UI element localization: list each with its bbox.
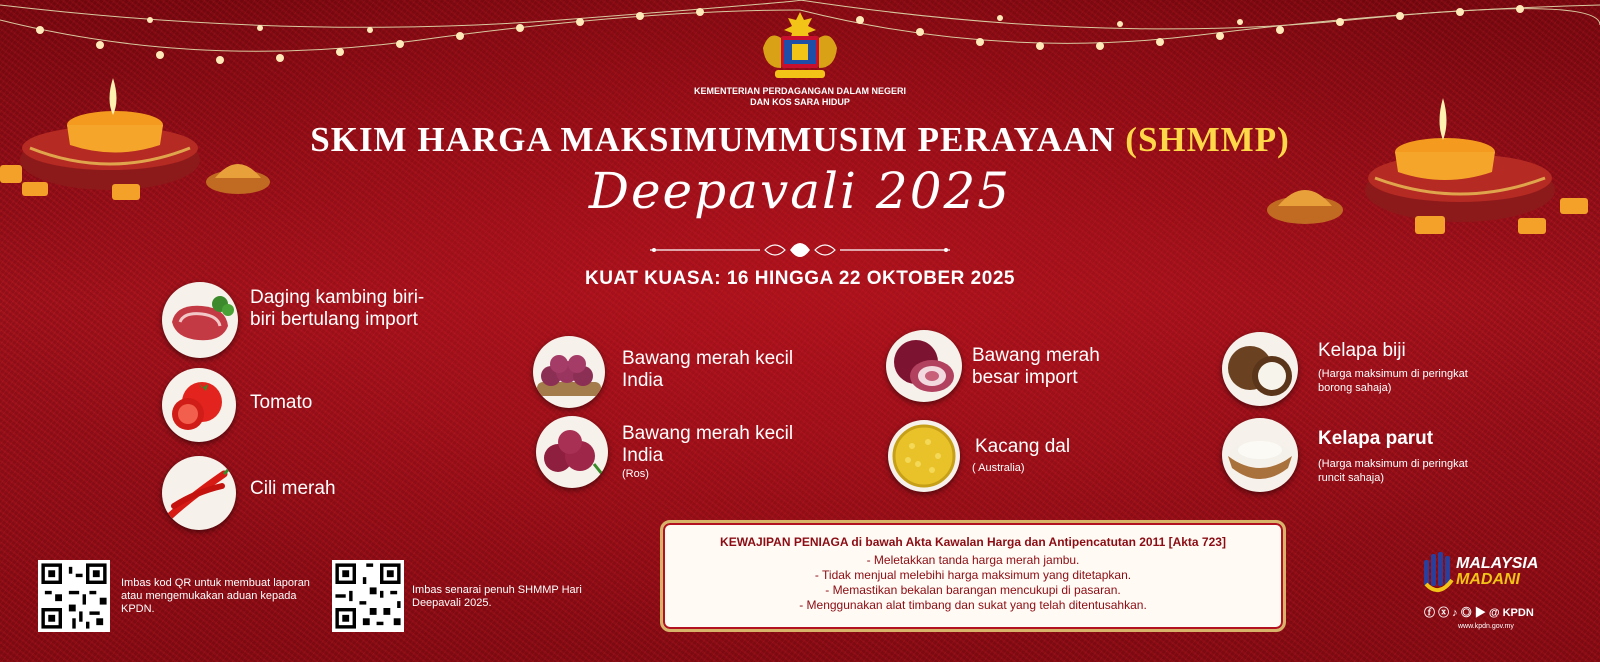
product-name-big-onion: Bawang merah besar import	[972, 345, 1100, 388]
madani-wordmark	[1456, 556, 1538, 588]
product-note-coconut: (Harga maksimum di peringkat borong sahaja)	[1318, 368, 1468, 394]
product-name-coconut: Kelapa biji	[1318, 340, 1406, 361]
product-name-grated-coconut: Kelapa parut	[1318, 428, 1434, 449]
mutton-icon	[162, 282, 238, 358]
obligation-item: - Menggunakan alat timbang dan sukat yang telah ditentusahkan.	[799, 598, 1147, 612]
coconut-icon	[1222, 332, 1298, 406]
madani-line2: MADANI	[1456, 571, 1520, 588]
website-link[interactable]: www.kpdn.gov.my	[1458, 623, 1514, 630]
diya-lamp-right-icon	[1260, 90, 1600, 240]
grated-coconut-icon	[1222, 418, 1298, 492]
agency-name: KPDN	[1502, 607, 1534, 619]
red-onion-icon	[536, 416, 608, 488]
product-name-lentil: Kacang dal	[975, 436, 1071, 457]
qr-list-caption: Imbas senarai penuh SHMMP Hari Deepavali 2025.	[412, 584, 582, 609]
obligations-title: KEWAJIPAN PENIAGA di bawah Akta Kawalan Harga dan Antipencatutan 2011 [Akta 723]	[720, 535, 1226, 549]
product-image-coconut	[1222, 332, 1298, 406]
trader-obligations-box	[660, 520, 1286, 632]
product-image-chili	[162, 456, 236, 530]
obligation-item: - Tidak menjual melebihi harga maksimum yang ditetapkan.	[814, 568, 1132, 582]
big-onion-icon	[886, 330, 962, 402]
product-image-tomato	[162, 368, 236, 442]
chili-icon	[162, 456, 236, 530]
product-image-red-onion	[536, 416, 608, 488]
product-name-shallot: Bawang merah kecil India	[622, 348, 794, 391]
product-image-mutton	[162, 282, 238, 358]
obligations-list	[663, 553, 1283, 613]
tomato-icon	[162, 368, 236, 442]
product-note-red-onion: (Ros)	[622, 468, 649, 480]
product-note-lentil: ( Australia)	[972, 462, 1025, 474]
product-name-mutton: Daging kambing biri-biri bertulang import	[250, 287, 425, 330]
ministry-line2: DAN KOS SARA HIDUP	[750, 97, 850, 107]
ornament-divider-icon	[650, 240, 950, 260]
threads-icon[interactable]: @	[1488, 607, 1500, 619]
obligation-item: - Memastikan bekalan barangan mencukupi di pasaran.	[825, 583, 1121, 597]
madani-line1: MALAYSIA	[1456, 555, 1539, 572]
product-image-lentil	[888, 420, 960, 492]
qr-code-list-icon[interactable]	[332, 560, 404, 632]
malaysia-madani-logo-icon	[1422, 550, 1456, 596]
lentil-icon	[888, 420, 960, 492]
tiktok-icon[interactable]: ♪	[1452, 607, 1458, 619]
social-icons-row	[1424, 604, 1534, 620]
page-title	[150, 120, 1450, 160]
product-name-red-onion: Bawang merah kecil India	[622, 423, 794, 466]
government-crest-icon	[755, 8, 845, 86]
qr-report-caption: Imbas kod QR untuk membuat laporan atau mengemukakan aduan kepada KPDN.	[121, 577, 310, 615]
ministry-line1: KEMENTERIAN PERDAGANGAN DALAM NEGERI	[693, 86, 906, 96]
ministry-name	[600, 86, 1000, 108]
product-name-tomato: Tomato	[250, 392, 313, 413]
qr-code-report-icon[interactable]	[38, 560, 110, 632]
product-note-grated-coconut: (Harga maksimum di peringkat runcit sahaja)	[1318, 458, 1468, 484]
facebook-icon[interactable]: ⓕ	[1424, 607, 1435, 619]
shallot-icon	[533, 336, 605, 408]
product-image-grated-coconut	[1222, 418, 1298, 492]
youtube-icon[interactable]: ▶	[1474, 607, 1486, 619]
product-image-big-onion	[886, 330, 962, 402]
effective-date: KUAT KUASA: 16 HINGGA 22 OKTOBER 2025	[585, 268, 1015, 289]
title-acronym: (SHMMP)	[1125, 120, 1290, 159]
x-icon[interactable]: ⓧ	[1438, 607, 1450, 619]
instagram-icon[interactable]: ◎	[1460, 607, 1472, 619]
title-main: SKIM HARGA MAKSIMUMMUSIM PERAYAAN	[310, 120, 1116, 159]
obligation-item: - Meletakkan tanda harga merah jambu.	[866, 553, 1080, 567]
product-image-shallot	[533, 336, 605, 408]
event-script-title: Deepavali 2025	[588, 162, 1012, 220]
product-name-chili: Cili merah	[250, 478, 336, 499]
